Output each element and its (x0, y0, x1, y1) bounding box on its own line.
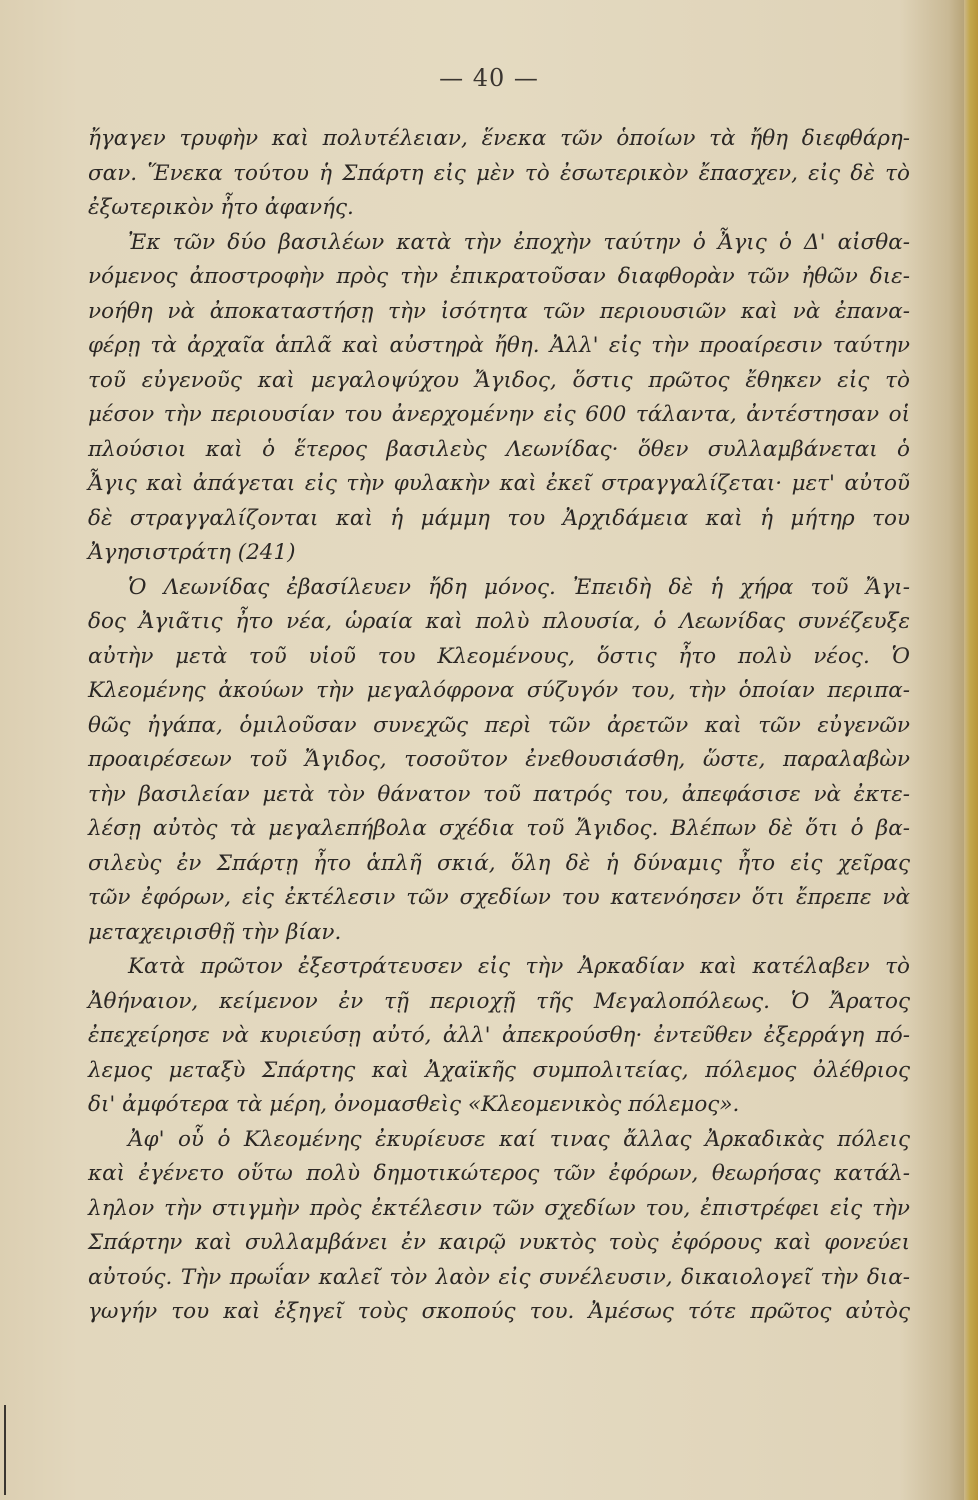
page-number: — 40 — (439, 64, 539, 92)
text-line: θῶς ἠγάπα, ὁμιλοῦσαν συνεχῶς περὶ τῶν ἀρετῶν καὶ τῶν εὐγενῶν (88, 712, 910, 738)
text-line: μεταχειρισθῇ τὴν βίαν. (88, 919, 342, 945)
text-line: Κατὰ πρῶτον ἐξεστράτευσεν εἰς τὴν Ἀρκαδίαν καὶ κατέλαβεν τὸ (128, 954, 910, 979)
text-line: πλούσιοι καὶ ὁ ἕτερος βασιλεὺς Λεωνίδας· ὅθεν συλλαμβάνεται ὁ (88, 436, 910, 462)
margin-mark (4, 1405, 6, 1495)
text-line: αὐτὴν μετὰ τοῦ υἱοῦ του Κλεομένους, ὅστις ἦτο πολὺ νέος. Ὁ (88, 643, 910, 669)
text-line: αὐτούς. Τὴν πρωΐαν καλεῖ τὸν λαὸν εἰς συνέλευσιν, δικαιολογεῖ τὴν δια- (88, 1264, 910, 1290)
text-line: Ἀθήναιον, κείμενον ἐν τῇ περιοχῇ τῆς Μεγαλοπόλεως. Ὁ Ἄρατος (88, 988, 910, 1014)
page-edge-strip (964, 0, 978, 1500)
text-line: Ὁ Λεωνίδας ἐβασίλευεν ἤδη μόνος. Ἐπειδὴ δὲ ἡ χήρα τοῦ Ἄγι- (128, 574, 910, 600)
text-line: νοήθη νὰ ἀποκαταστήσῃ τὴν ἰσότητα τῶν περιουσιῶν καὶ νὰ ἐπανα- (88, 298, 910, 324)
text-line: ἤγαγεν τρυφὴν καὶ πολυτέλειαν, ἕνεκα τῶν ὁποίων τὰ ἤθη διεφθάρη- (88, 126, 910, 151)
text-line: δος Ἀγιᾶτις ἦτο νέα, ὡραία καὶ πολὺ πλουσία, ὁ Λεωνίδας συνέζευξε (88, 609, 910, 634)
text-line: σαν. Ἕνεκα τούτου ἡ Σπάρτη εἰς μὲν τὸ ἐσωτερικὸν ἔπασχεν, εἰς δὲ τὸ (88, 160, 910, 186)
text-line: ἐπεχείρησε νὰ κυριεύσῃ αὐτό, ἀλλ' ἀπεκρούσθη· ἐντεῦθεν ἐξερράγη πό- (88, 1023, 910, 1048)
text-line: λέσῃ αὐτὸς τὰ μεγαλεπήβολα σχέδια τοῦ Ἄγιδος. Βλέπων δὲ ὅτι ὁ βα- (88, 816, 910, 841)
text-line: Ἀφ' οὗ ὁ Κλεομένης ἐκυρίευσε καί τινας ἄλλας Ἀρκαδικὰς πόλεις (128, 1126, 910, 1152)
text-line: τοῦ εὐγενοῦς καὶ μεγαλοψύχου Ἄγιδος, ὅστις πρῶτος ἔθηκεν εἰς τὸ (88, 367, 910, 393)
text-line: τῶν ἐφόρων, εἰς ἐκτέλεσιν τῶν σχεδίων του κατενόησεν ὅτι ἔπρεπε νὰ (88, 885, 910, 910)
text-line: προαιρέσεων τοῦ Ἄγιδος, τοσοῦτον ἐνεθουσιάσθη, ὥστε, παραλαβὼν (88, 747, 910, 772)
text-line: ἐξωτερικὸν ἦτο ἀφανής. (88, 195, 354, 220)
text-line: Σπάρτην καὶ συλλαμβάνει ἐν καιρῷ νυκτὸς τοὺς ἐφόρους καὶ φονεύει (88, 1230, 910, 1255)
text-line: φέρῃ τὰ ἀρχαῖα ἁπλᾶ καὶ αὐστηρὰ ἤθη. Ἀλλ' εἰς τὴν προαίρεσιν ταύτην (88, 333, 910, 358)
text-line: δὲ στραγγαλίζονται καὶ ἡ μάμμη του Ἀρχιδάμεια καὶ ἡ μήτηρ του (88, 505, 910, 531)
text-line: ληλον τὴν στιγμὴν πρὸς ἐκτέλεσιν τῶν σχεδίων του, ἐπιστρέφει εἰς τὴν (88, 1195, 910, 1221)
text-line: Ἐκ τῶν δύο βασιλέων κατὰ τὴν ἐποχὴν ταύτην ὁ Ἆγις ὁ Δ' αἰσθα- (128, 229, 910, 255)
text-line: τὴν βασιλείαν μετὰ τὸν θάνατον τοῦ πατρός του, ἀπεφάσισε νὰ ἐκτε- (88, 781, 910, 807)
text-line: γωγήν του καὶ ἐξηγεῖ τοὺς σκοπούς του. Ἀμέσως τότε πρῶτος αὐτὸς (88, 1299, 910, 1324)
text-line: δι' ἀμφότερα τὰ μέρη, ὀνομασθεὶς «Κλεομενικὸς πόλεμος». (88, 1092, 740, 1117)
text-line: σιλεὺς ἐν Σπάρτῃ ἦτο ἁπλῆ σκιά, ὅλη δὲ ἡ δύναμις ἦτο εἰς χεῖρας (88, 850, 910, 876)
text-line: μέσον τὴν περιουσίαν του ἀνερχομένην εἰς 600 τάλαντα, ἀντέστησαν οἱ (88, 402, 910, 427)
text-line: Ἀγησιστράτη (241) (88, 540, 296, 565)
text-line: Ἆγις καὶ ἀπάγεται εἰς τὴν φυλακὴν καὶ ἐκεῖ στραγγαλίζεται· μετ' αὐτοῦ (88, 471, 910, 496)
text-line: λεμος μεταξὺ Σπάρτης καὶ Ἀχαϊκῆς συμπολιτείας, πόλεμος ὀλέθριος (88, 1057, 910, 1083)
body-text (88, 122, 910, 1330)
text-line: νόμενος ἀποστροφὴν πρὸς τὴν ἐπικρατοῦσαν διαφθορὰν τῶν ἠθῶν διε- (88, 264, 910, 289)
text-line: Κλεομένης ἀκούων τὴν μεγαλόφρονα σύζυγόν του, τὴν ὁποίαν περιπα- (88, 678, 910, 703)
text-line: καὶ ἐγένετο οὕτω πολὺ δημοτικώτερος τῶν ἐφόρων, θεωρήσας κατάλ- (88, 1161, 910, 1186)
